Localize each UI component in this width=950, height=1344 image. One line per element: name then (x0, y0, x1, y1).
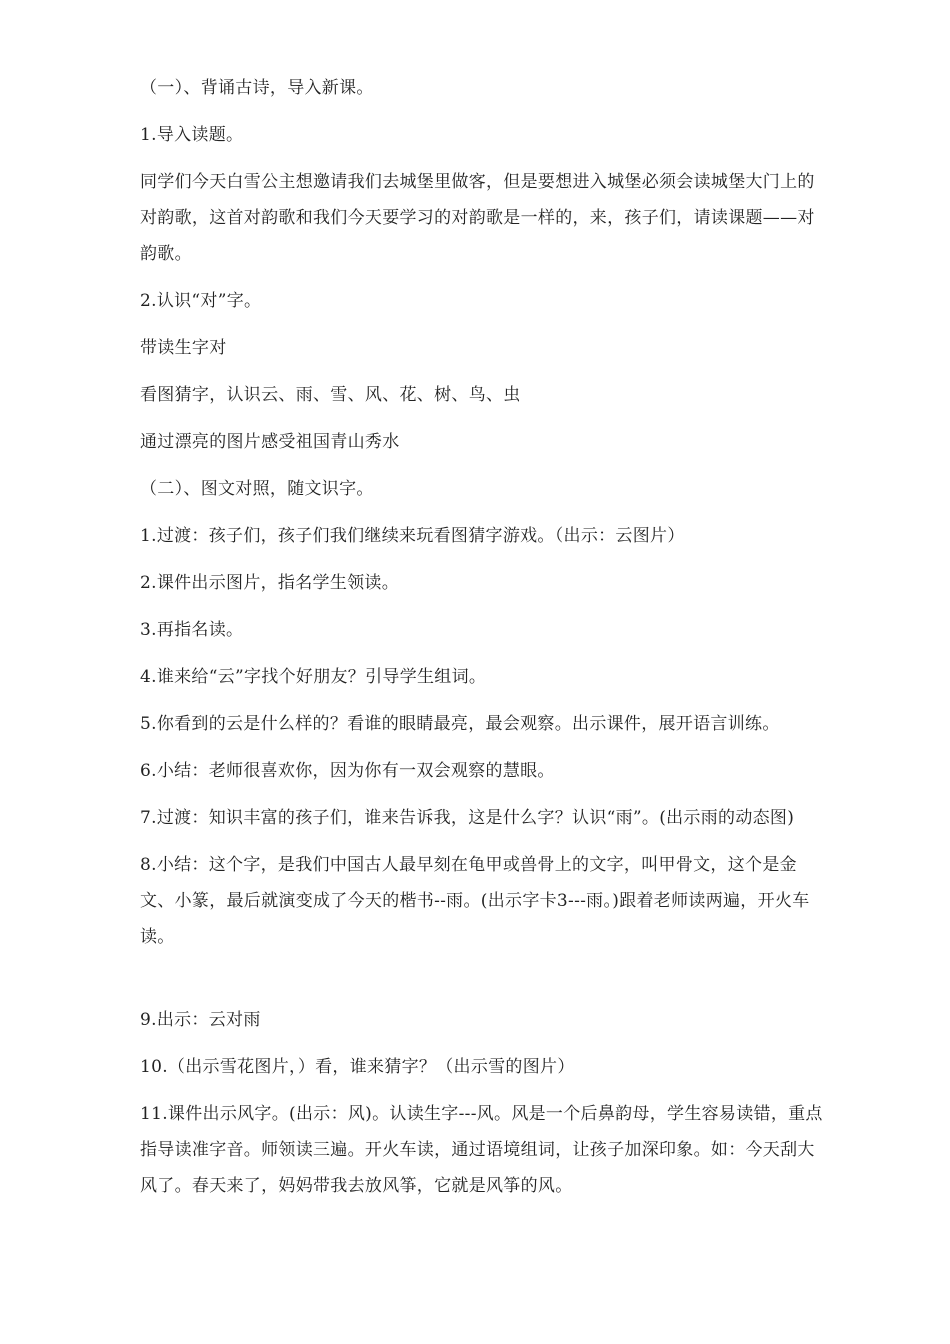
paragraph-transition-1: 1.过渡：孩子们，孩子们我们继续来玩看图猜字游戏。（出示：云图片） (140, 526, 685, 546)
paragraph-guess-characters: 看图猜字，认识云、雨、雪、风、花、树、鸟、虫 (140, 385, 521, 405)
paragraph-wind: 11.课件出示风字。(出示：风)。认读生字---风。风是一个后鼻韵母，学生容易读错，重点指导读准字音。师领读三遍。开火车读，通过语境组词，让孩子加深印象。如：今天刮大风了。春天来了，妈妈带我去放风筝，它就是风筝的风。 (140, 1104, 823, 1196)
paragraph-read-again: 3.再指名读。 (140, 620, 244, 640)
paragraph-step-2: 2.认识“对”字。 (140, 291, 262, 311)
paragraph-read-character: 带读生字对 (140, 338, 227, 358)
paragraph-transition-2: 7.过渡：知识丰富的孩子们，谁来告诉我，这是什么字？认识“雨”。(出示雨的动态图) (140, 808, 795, 828)
document-body (140, 70, 830, 1215)
paragraph-step-1: 1.导入读题。 (140, 125, 244, 145)
paragraph-observe: 5.你看到的云是什么样的？看谁的眼睛最亮，最会观察。出示课件，展开语言训练。 (140, 714, 780, 734)
paragraph-show-pair: 9.出示：云对雨 (140, 1010, 261, 1030)
paragraph-summary-2: 8.小结：这个字，是我们中国古人最早刻在龟甲或兽骨上的文字，叫甲骨文，这个是金文、小篆，最后就演变成了今天的楷书--雨。(出示字卡3---雨。)跟着老师读两遍，开火车读。 (140, 855, 810, 947)
paragraph-word-friend: 4.谁来给“云”字找个好朋友？引导学生组词。 (140, 667, 487, 687)
paragraph-summary-1: 6.小结：老师很喜欢你，因为你有一双会观察的慧眼。 (140, 761, 555, 781)
section-heading-2: （二）、图文对照，随文识字。 (140, 479, 374, 499)
paragraph-pictures: 通过漂亮的图片感受祖国青山秀水 (140, 432, 400, 452)
blank-line (140, 966, 830, 1002)
paragraph-courseware: 2.课件出示图片，指名学生领读。 (140, 573, 400, 593)
paragraph-snow: 10.（出示雪花图片，）看，谁来猜字？（出示雪的图片） (140, 1057, 575, 1077)
section-heading-1: （一）、背诵古诗，导入新课。 (140, 78, 374, 98)
paragraph-intro-text: 同学们今天白雪公主想邀请我们去城堡里做客，但是要想进入城堡必须会读城堡大门上的对韵歌，这首对韵歌和我们今天要学习的对韵歌是一样的，来，孩子们，请读课题——对韵歌。 (140, 172, 815, 264)
